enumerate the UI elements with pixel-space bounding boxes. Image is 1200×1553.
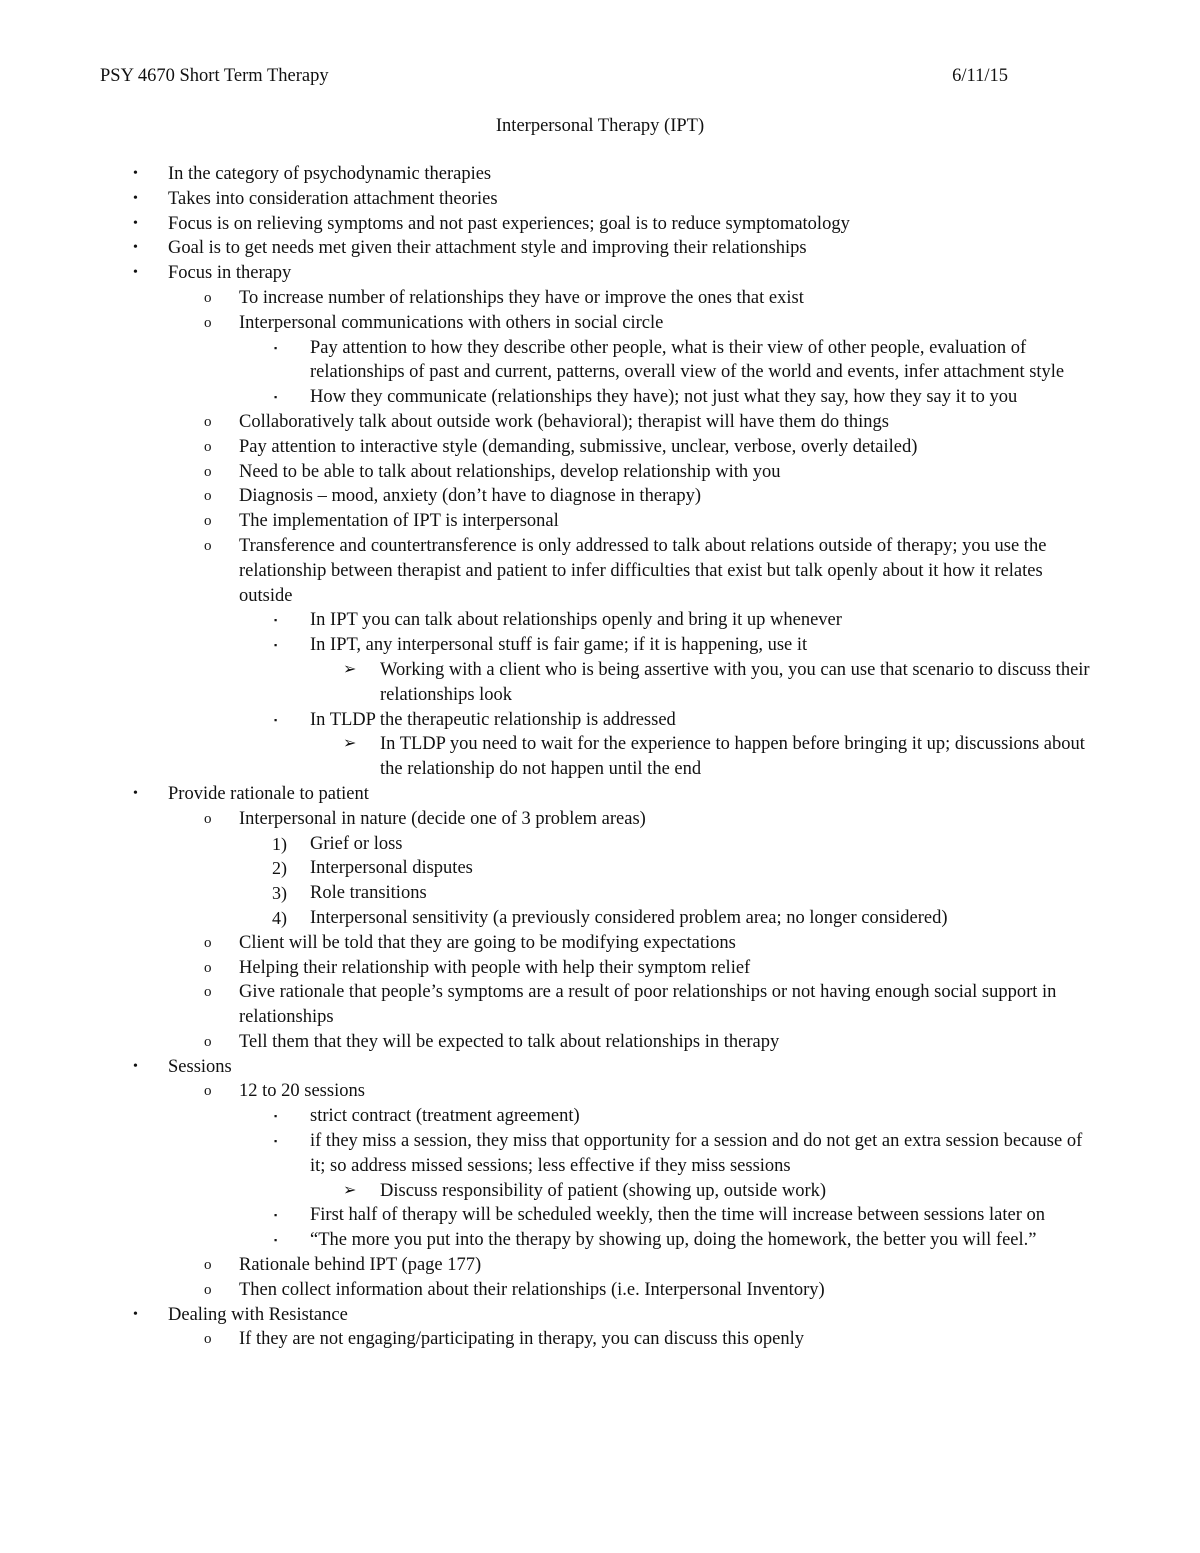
list-item-text: In IPT you can talk about relationships openly and bring it up whenever (310, 610, 842, 631)
bullet-marker: • (133, 785, 138, 801)
list-item (0, 187, 1200, 212)
list-item (0, 286, 1200, 311)
list-item (0, 435, 1200, 460)
list-item (0, 1327, 1200, 1352)
list-item-text: Pay attention to interactive style (demanding, submissive, unclear, verbose, overly detailed) (239, 436, 918, 457)
bullet-marker: ▪ (274, 640, 278, 651)
bullet-marker: o (204, 810, 212, 827)
bullet-marker: ▪ (274, 1136, 278, 1147)
list-item-text: In the category of psychodynamic therapies (168, 164, 492, 184)
bullet-marker: • (133, 166, 138, 181)
list-item (0, 534, 1200, 608)
bullet-marker: ➢ (343, 735, 357, 753)
list-item-text: Need to be able to talk about relationships, develop relationship with you (239, 461, 781, 482)
bullet-marker: ▪ (274, 615, 278, 626)
list-item-text: 12 to 20 sessions (239, 1081, 365, 1102)
list-item-text: Client will be told that they are going to be modifying expectations (239, 932, 736, 953)
bullet-marker: o (204, 984, 212, 1001)
list-item-text: Give rationale that people’s symptoms are a result of poor relationships or not having enough social support in relationships (239, 982, 1057, 1028)
list-item (0, 1030, 1200, 1055)
list-item (0, 1179, 1200, 1204)
list-item-text: The implementation of IPT is interpersonal (239, 511, 559, 532)
bullet-marker: • (133, 215, 138, 231)
list-item (0, 1129, 1200, 1179)
list-item (0, 956, 1200, 981)
course-title: PSY 4670 Short Term Therapy (100, 66, 329, 86)
list-item (0, 484, 1200, 509)
bullet-marker: o (204, 413, 212, 430)
list-item (0, 906, 1200, 931)
list-item-text: Working with a client who is being assertive with you, you can use that scenario to discuss their relationships look (380, 659, 1090, 705)
bullet-marker: • (133, 265, 138, 281)
list-item-text: How they communicate (relationships they have); not just what they say, how they say it to you (310, 387, 1018, 408)
list-item (0, 980, 1200, 1030)
list-item (0, 633, 1200, 658)
list-item (0, 162, 1200, 187)
notes-outline (0, 162, 1200, 1352)
list-item-text: First half of therapy will be scheduled weekly, then the time will increase between sessions later on (310, 1205, 1045, 1226)
bullet-marker: o (204, 438, 212, 455)
list-item (0, 931, 1200, 956)
list-item (0, 782, 1200, 807)
list-item (0, 658, 1200, 708)
list-number: 2) (272, 858, 287, 879)
bullet-marker: • (133, 240, 138, 256)
list-item (0, 1278, 1200, 1303)
list-item-text: To increase number of relationships they have or improve the ones that exist (239, 287, 804, 308)
list-item-text: Rationale behind IPT (page 177) (239, 1255, 482, 1276)
list-item-text: Takes into consideration attachment theories (168, 188, 498, 209)
page-header (100, 64, 1008, 88)
list-item (0, 236, 1200, 261)
list-item-text: Tell them that they will be expected to talk about relationships in therapy (239, 1031, 780, 1052)
list-item-text: Grief or loss (310, 833, 403, 854)
list-item-text: Interpersonal disputes (310, 858, 473, 879)
bullet-marker: o (204, 488, 212, 505)
list-item (0, 1104, 1200, 1129)
date: 6/11/15 (952, 66, 1008, 86)
bullet-marker: ▪ (274, 392, 278, 403)
list-item (0, 336, 1200, 386)
list-item (0, 212, 1200, 237)
list-item-text: Interpersonal in nature (decide one of 3 problem areas) (239, 808, 646, 829)
list-item (0, 1303, 1200, 1328)
list-item-text: strict contract (treatment agreement) (310, 1106, 580, 1127)
list-item-text: Sessions (168, 1056, 232, 1077)
list-item (0, 832, 1200, 857)
list-item-text: Focus in therapy (168, 263, 292, 284)
bullet-marker: ▪ (274, 714, 278, 725)
list-item (0, 410, 1200, 435)
bullet-marker: o (204, 1033, 212, 1050)
list-item (0, 1228, 1200, 1253)
list-item-text: Helping their relationship with people with help their symptom relief (239, 957, 751, 978)
bullet-marker: ➢ (343, 660, 357, 678)
list-number: 1) (272, 833, 287, 854)
bullet-marker: o (204, 1257, 212, 1274)
list-item-text: If they are not engaging/participating in therapy, you can discuss this openly (239, 1329, 804, 1350)
list-item-text: Role transitions (310, 883, 427, 904)
list-item (0, 1203, 1200, 1228)
list-item (0, 732, 1200, 782)
list-item (0, 385, 1200, 410)
bullet-marker: o (204, 1281, 212, 1298)
list-item-text: Focus is on relieving symptoms and not past experiences; goal is to reduce symptomatology (168, 213, 850, 234)
list-item (0, 460, 1200, 485)
bullet-marker: ▪ (274, 1235, 278, 1246)
document-title: Interpersonal Therapy (IPT) (495, 116, 705, 136)
list-item-text: Collaboratively talk about outside work (behavioral); therapist will have them do things (239, 411, 889, 432)
list-item-text: Diagnosis – mood, anxiety (don’t have to diagnose in therapy) (239, 486, 702, 507)
list-item-text: Provide rationale to patient (168, 783, 369, 804)
list-item (0, 311, 1200, 336)
list-item (0, 608, 1200, 633)
bullet-marker: o (204, 1331, 212, 1348)
list-item-text: Pay attention to how they describe other people, what is their view of other people, evaluation of relationships of past and current, patterns, overall view of the world and events, infer attachment style (310, 337, 1065, 383)
list-item-text: if they miss a session, they miss that opportunity for a session and do not get an extra session because of it; so address missed sessions; less effective if they miss sessions (310, 1131, 1083, 1176)
list-item-text: In IPT, any interpersonal stuff is fair game; if it is happening, use it (310, 635, 808, 656)
bullet-marker: • (133, 1306, 138, 1322)
list-item (0, 509, 1200, 534)
list-item-text: Interpersonal communications with others in social circle (239, 312, 664, 333)
list-item (0, 1253, 1200, 1278)
bullet-marker: ▪ (274, 1111, 278, 1122)
bullet-marker: ➢ (343, 1181, 357, 1199)
list-number: 4) (272, 907, 287, 928)
list-item (0, 856, 1200, 881)
list-number: 3) (272, 883, 287, 904)
bullet-marker: • (133, 1058, 138, 1074)
bullet-marker: o (204, 513, 212, 530)
bullet-marker: o (204, 289, 212, 306)
list-item (0, 1079, 1200, 1104)
list-item-text: Goal is to get needs met given their attachment style and improving their relationships (168, 238, 807, 259)
list-item (0, 1055, 1200, 1080)
bullet-marker: ▪ (274, 1210, 278, 1221)
list-item-text: Dealing with Resistance (168, 1304, 348, 1325)
list-item-text: “The more you put into the therapy by showing up, doing the homework, the better you will feel.” (310, 1230, 1037, 1251)
bullet-marker: o (204, 463, 212, 480)
bullet-marker: o (204, 959, 212, 976)
list-item (0, 807, 1200, 832)
list-item (0, 881, 1200, 906)
list-item-text: Interpersonal sensitivity (a previously considered problem area; no longer considered) (310, 907, 948, 928)
bullet-marker: o (204, 537, 212, 554)
list-item (0, 261, 1200, 286)
bullet-marker: • (133, 190, 138, 206)
list-item-text: In TLDP the therapeutic relationship is addressed (310, 709, 676, 730)
bullet-marker: o (204, 934, 212, 951)
bullet-marker: ▪ (274, 342, 278, 353)
list-item-text: In TLDP you need to wait for the experience to happen before bringing it up; discussions about the relationship do not happen until the end (380, 734, 1085, 780)
bullet-marker: o (204, 1083, 212, 1100)
bullet-marker: o (204, 314, 212, 331)
list-item-text: Transference and countertransference is only addressed to talk about relations outside of therapy; you use the relationship between therapist and patient to infer difficulties that exist but talk openly about it how it relates outside (239, 535, 1047, 606)
list-item-text: Discuss responsibility of patient (showing up, outside work) (380, 1180, 827, 1201)
list-item (0, 708, 1200, 733)
list-item-text: Then collect information about their relationships (i.e. Interpersonal Inventory) (239, 1279, 825, 1300)
